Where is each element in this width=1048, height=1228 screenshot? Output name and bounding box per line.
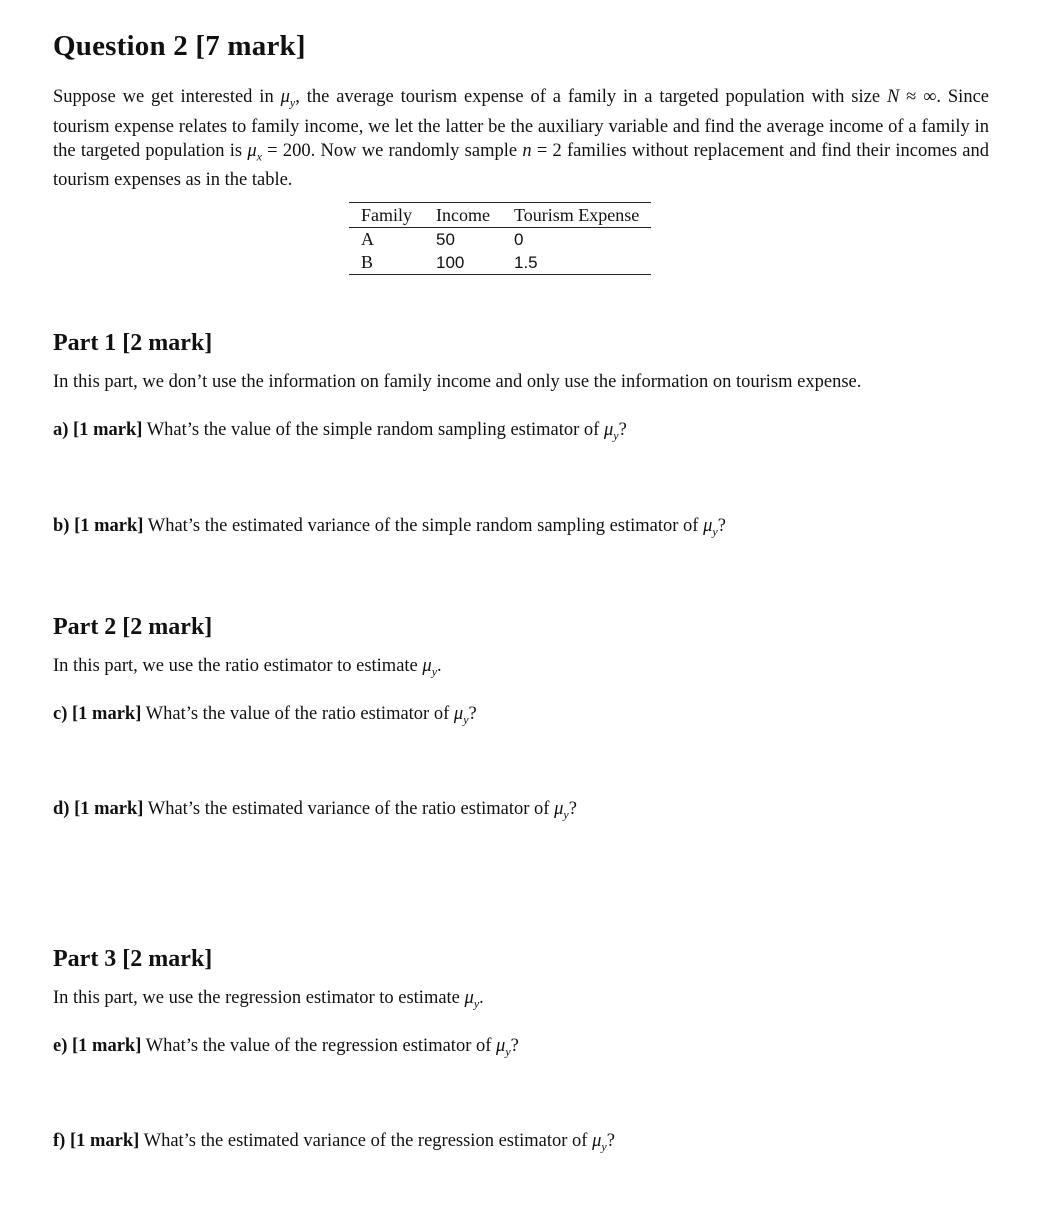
table-row xyxy=(349,228,651,252)
question-intro xyxy=(53,85,989,192)
mu-y-symbol: $\mu_y$ xyxy=(592,1131,607,1154)
mu-y-symbol: $\mu_y$ xyxy=(703,516,718,539)
question-d-label: d) [1 mark] xyxy=(53,799,144,819)
header-family: Family xyxy=(349,203,424,228)
question-e: e) [1 mark] What’s the value of the regression estimator of $\mu_y$? xyxy=(53,1036,519,1059)
part3-title: Part 3 [2 mark] xyxy=(53,946,213,972)
mu-y-symbol: $\mu_y$ xyxy=(422,656,438,679)
header-tourism-expense: Tourism Expense xyxy=(502,203,651,228)
part1-title: Part 1 [2 mark] xyxy=(53,330,213,356)
mu-y-symbol: $\mu_y$ xyxy=(280,87,296,110)
question-e-label: e) [1 mark] xyxy=(53,1036,142,1056)
mu-y-symbol: $\mu_y$ xyxy=(603,420,619,443)
part2-title: Part 2 [2 mark] xyxy=(53,614,213,640)
question-a-text: What’s the value of the simple random sampling estimator of xyxy=(142,420,604,440)
header-income: Income xyxy=(424,203,502,228)
question-d: d) [1 mark] What’s the estimated variance of the ratio estimator of $\mu_y$? xyxy=(53,799,577,822)
part2-intro: In this part, we use the ratio estimator to estimate $\mu_y$. xyxy=(53,656,442,679)
question-b-label: b) [1 mark] xyxy=(53,516,144,536)
cell-tourism-expense: 1.5 xyxy=(514,252,538,272)
n-symbol: n xyxy=(522,140,532,161)
question-a-label: a) [1 mark] xyxy=(53,420,143,440)
cell-family: A xyxy=(361,229,374,249)
mu-y-symbol: $\mu_y$ xyxy=(496,1036,511,1059)
intro-text-3: ≈ ∞. Since tourism expense relates to family income, we let the latter be the auxiliary variable and find the average income of a family in the targeted population is xyxy=(53,87,989,161)
question-c-text: What’s the value of the ratio estimator of xyxy=(141,704,454,724)
question-d-text: What’s the estimated variance of the ratio estimator of xyxy=(143,799,555,819)
intro-text-2: , the average tourism expense of a family in a targeted population with size xyxy=(295,87,887,107)
table-row xyxy=(349,251,651,275)
question-b: b) [1 mark] What’s the estimated variance of the simple random sampling estimator of $\mu_y$? xyxy=(53,516,726,539)
question-f-text: What’s the estimated variance of the regression estimator of xyxy=(139,1131,593,1151)
question-f: f) [1 mark] What’s the estimated variance of the regression estimator of $\mu_y$? xyxy=(53,1131,615,1154)
part1-intro: In this part, we don’t use the information on family income and only use the information on tourism expense. xyxy=(53,372,862,392)
intro-text-4: = 200. Now we randomly sample xyxy=(261,140,523,161)
cell-family: B xyxy=(361,252,374,272)
document-page xyxy=(53,30,993,1154)
intro-text-5: = 2 families without replacement and find their incomes and tourism expenses as in the table. xyxy=(53,140,990,191)
question-e-text: What’s the value of the regression estimator of xyxy=(141,1036,497,1056)
part3-intro: In this part, we use the regression estimator to estimate $\mu_y$. xyxy=(53,988,484,1011)
question-a: a) [1 mark] What’s the value of the simple random sampling estimator of $\mu_y$? xyxy=(53,420,627,443)
data-table xyxy=(349,202,651,275)
cell-income: 50 xyxy=(436,229,455,249)
cell-income: 100 xyxy=(436,252,465,272)
question-c-label: c) [1 mark] xyxy=(53,704,142,724)
N-symbol: N xyxy=(886,87,900,107)
mu-y-symbol: $\mu_y$ xyxy=(464,988,480,1011)
question-c: c) [1 mark] What’s the value of the ratio estimator of $\mu_y$? xyxy=(53,704,477,727)
mu-y-symbol: $\mu_y$ xyxy=(453,704,469,727)
table-header-row xyxy=(349,203,651,228)
mu-x-symbol: $\mu_x$ xyxy=(247,140,262,164)
question-title: Question 2 [7 mark] xyxy=(53,30,306,62)
cell-tourism-expense: 0 xyxy=(514,229,524,249)
question-f-label: f) [1 mark] xyxy=(53,1131,140,1151)
mu-y-symbol: $\mu_y$ xyxy=(554,799,569,822)
question-b-text: What’s the estimated variance of the simple random sampling estimator of xyxy=(143,516,704,536)
intro-text-1: Suppose we get interested in xyxy=(53,87,281,107)
